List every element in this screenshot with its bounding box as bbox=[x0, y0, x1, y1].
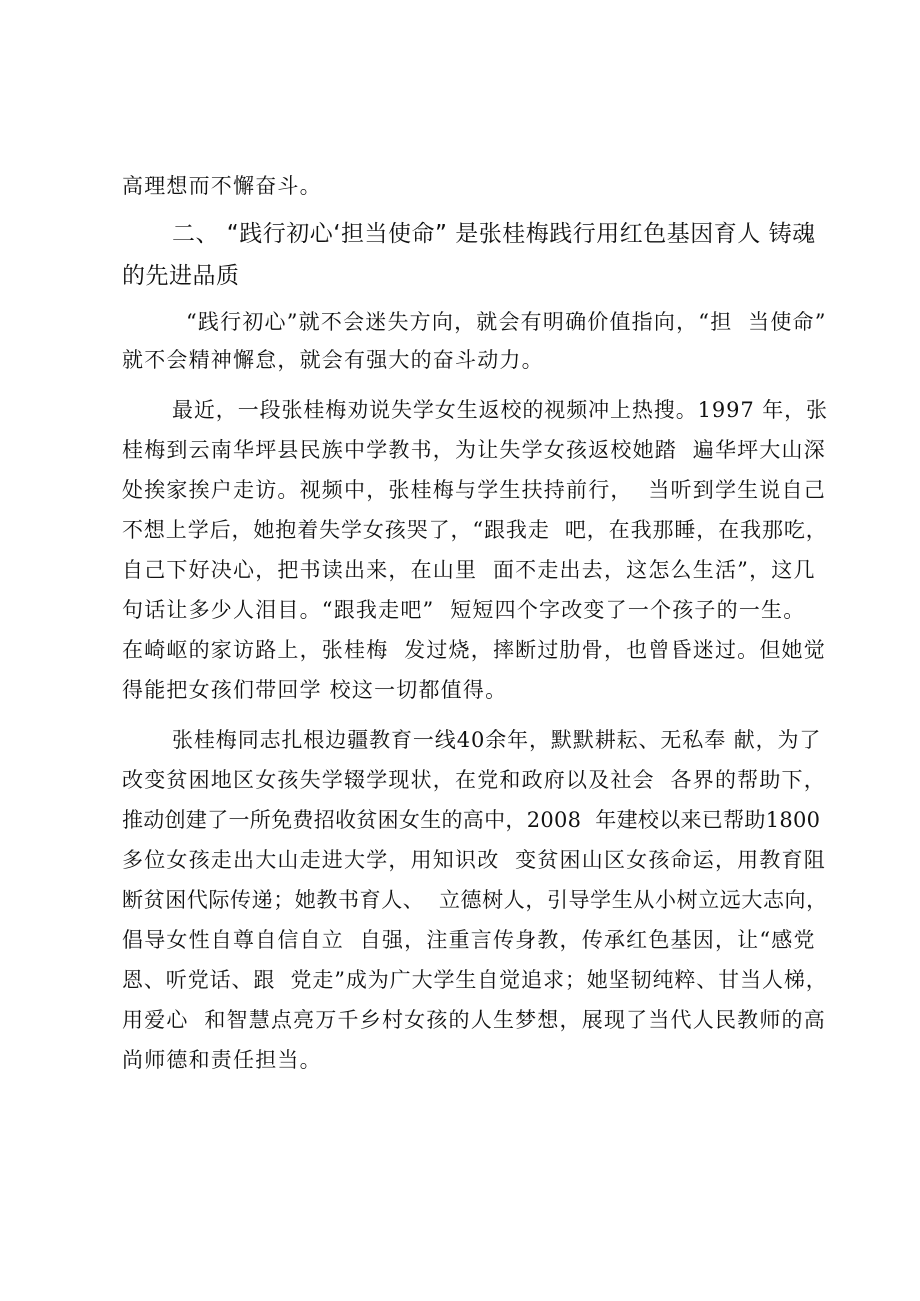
body-line: 自己下好决心，把书读出来，在山里 面不走出去，这怎么生活”，这几 bbox=[122, 558, 816, 582]
body-line: 恩、听党话、跟 党走”成为广大学生自觉追求；她坚韧纯粹、甘当人梯， bbox=[122, 968, 828, 992]
body-line: 多位女孩走出大山走进大学，用知识改 变贫困山区女孩命运，用教育阻 bbox=[122, 848, 826, 872]
section-heading: 的先进品质 bbox=[122, 263, 240, 289]
body-line: “践行初心”就不会迷失方向，就会有明确价值指向，“担 当使命” bbox=[186, 310, 827, 334]
section-heading: 二、 “践行初心‘担当使命” 是张桂梅践行用红色基因育人 铸魂 bbox=[172, 221, 816, 247]
body-line: 倡导女性自尊自信自立 自强，注重言传身教，传承红色基因，让“感党 bbox=[122, 928, 816, 952]
body-line: 桂梅到云南华坪县民族中学教书，为让失学女孩返校她踏 遍华坪大山深 bbox=[122, 438, 826, 462]
body-line: 张桂梅同志扎根边疆教育一线40余年，默默耕耘、无私奉 献，为了 bbox=[172, 728, 822, 752]
body-line: 在崎岖的家访路上，张桂梅 发过烧，摔断过肋骨，也曾昏迷过。但她觉 bbox=[122, 638, 826, 662]
body-line: 改变贫困地区女孩失学辍学现状，在党和政府以及社会 各界的帮助下， bbox=[122, 768, 826, 792]
body-line: 断贫困代际传递；她教书育人、 立德树人，引导学生从小树立远大志向， bbox=[122, 888, 828, 912]
body-line: 得能把女孩们带回学 校这一切都值得。 bbox=[122, 678, 508, 702]
body-line: 处挨家挨户走访。视频中，张桂梅与学生扶持前行， 当听到学生说自己 bbox=[122, 478, 826, 502]
body-line: 尚师德和责任担当。 bbox=[122, 1048, 322, 1072]
body-line: 推动创建了一所免费招收贫困女生的高中，2008 年建校以来已帮助1800 bbox=[122, 808, 821, 832]
body-line: 高理想而不懈奋斗。 bbox=[122, 174, 322, 198]
body-line: 用爱心 和智慧点亮万千乡村女孩的人生梦想，展现了当代人民教师的高 bbox=[122, 1008, 826, 1032]
body-line: 就不会精神懈怠，就会有强大的奋斗动力。 bbox=[122, 348, 544, 372]
body-line: 句话让多少人泪目。“跟我走吧” 短短四个字改变了一个孩子的一生。 bbox=[122, 598, 806, 622]
body-line: 最近，一段张桂梅劝说失学女生返校的视频冲上热搜。1997 年，张 bbox=[172, 398, 828, 422]
body-line: 不想上学后，她抱着失学女孩哭了，“跟我走 吧，在我那睡，在我那吃， bbox=[122, 518, 828, 542]
